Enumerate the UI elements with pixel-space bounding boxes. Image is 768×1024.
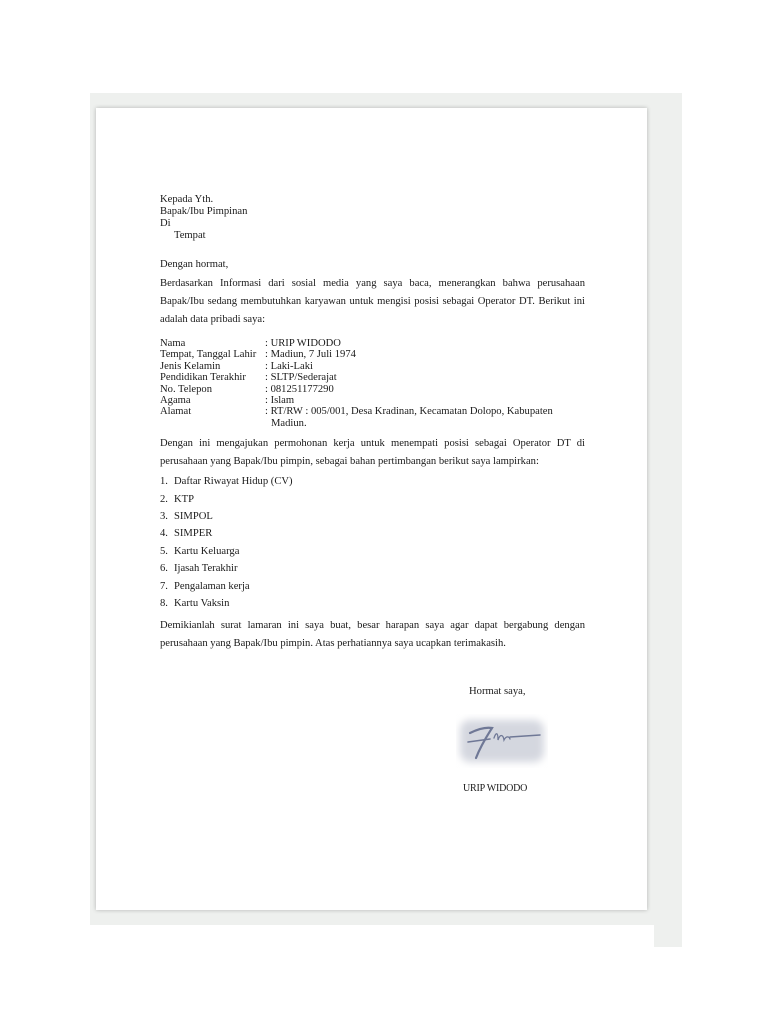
field-row <box>160 406 585 417</box>
field-value: : Madiun, 7 Juli 1974 <box>265 349 356 361</box>
field-value: : Islam <box>265 395 295 407</box>
attachment-text: Ijasah Terakhir <box>174 563 238 575</box>
attachment-item <box>160 560 585 577</box>
attachment-number: 8. <box>160 598 168 610</box>
attachment-number: 7. <box>160 580 168 592</box>
field-row <box>160 395 585 406</box>
field-row <box>160 338 585 349</box>
personal-data <box>160 338 585 429</box>
attachment-text: Daftar Riwayat Hidup (CV) <box>174 476 293 488</box>
intro-paragraph: Berdasarkan Informasi dari sosial media yang saya baca, menerangkan bahwa perusahaan Bapak/Ibu sedang membutuhkan karyawan untuk mengisi posisi sebagai Operator DT. Berikut ini adalah data pribadi saya: <box>160 278 585 325</box>
field-label: No. Telepon <box>160 383 213 395</box>
attachment-item <box>160 595 585 612</box>
field-label: Jenis Kelamin <box>160 360 221 372</box>
attachment-number: 1. <box>160 476 168 488</box>
attachment-item <box>160 491 585 508</box>
signer-name: URIP WIDODO <box>463 783 528 794</box>
application-paragraph: Dengan ini mengajukan permohonan kerja untuk menempati posisi sebagai Operator DT di perusahaan yang Bapak/Ibu pimpin, sebagai bahan pertimbangan berikut saya lampirkan: <box>160 438 585 468</box>
attachment-item <box>160 578 585 595</box>
field-label: Alamat <box>160 406 192 418</box>
field-row <box>160 372 585 383</box>
greeting: Dengan hormat, <box>160 259 229 270</box>
attachment-text: Pengalaman kerja <box>174 580 250 592</box>
field-label: Pendidikan Terakhir <box>160 372 246 384</box>
attachment-item <box>160 508 585 525</box>
attachment-text: KTP <box>174 493 195 505</box>
attachment-list <box>160 473 585 612</box>
recipient-line: Kepada Yth. <box>160 194 214 205</box>
attachment-item <box>160 543 585 560</box>
field-label: Nama <box>160 338 186 349</box>
attachment-number: 5. <box>160 545 168 557</box>
attachment-text: Kartu Vaksin <box>174 598 230 610</box>
field-label: Tempat, Tanggal Lahir <box>160 349 257 361</box>
recipient-block <box>160 194 585 242</box>
closing-paragraph: Demikianlah surat lamaran ini saya buat, besar harapan saya agar dapat bergabung dengan perusahaan yang Bapak/Ibu pimpin. Atas perhatiannya saya ucapkan terimakasih. <box>160 619 585 649</box>
field-row <box>160 361 585 372</box>
attachment-number: 4. <box>160 528 168 540</box>
letter-page <box>96 108 647 910</box>
field-value: : 081251177290 <box>265 383 334 395</box>
attachment-item <box>160 525 585 542</box>
closing-salutation: Hormat saya, <box>469 686 526 697</box>
recipient-line: Tempat <box>174 230 206 241</box>
field-value: : SLTP/Sederajat <box>265 372 337 384</box>
field-label: Agama <box>160 395 191 407</box>
attachment-text: SIMPOL <box>174 511 213 523</box>
recipient-line: Di <box>160 218 171 229</box>
signature-image <box>456 714 548 768</box>
attachment-text: SIMPER <box>174 528 213 540</box>
field-value-continued: Madiun. <box>271 417 307 429</box>
field-value: : URIP WIDODO <box>265 338 341 349</box>
attachment-number: 2. <box>160 493 168 505</box>
page-backdrop-strip <box>654 925 682 947</box>
field-row <box>160 418 585 429</box>
field-value: : RT/RW : 005/001, Desa Kradinan, Kecamatan Dolopo, Kabupaten <box>265 406 553 418</box>
recipient-line: Bapak/Ibu Pimpinan <box>160 206 248 217</box>
letter-body <box>160 194 585 653</box>
field-row <box>160 384 585 395</box>
field-value: : Laki-Laki <box>265 360 313 372</box>
attachment-number: 3. <box>160 511 168 523</box>
attachment-item <box>160 473 585 490</box>
field-row <box>160 349 585 360</box>
attachment-text: Kartu Keluarga <box>174 545 240 557</box>
attachment-number: 6. <box>160 563 168 575</box>
